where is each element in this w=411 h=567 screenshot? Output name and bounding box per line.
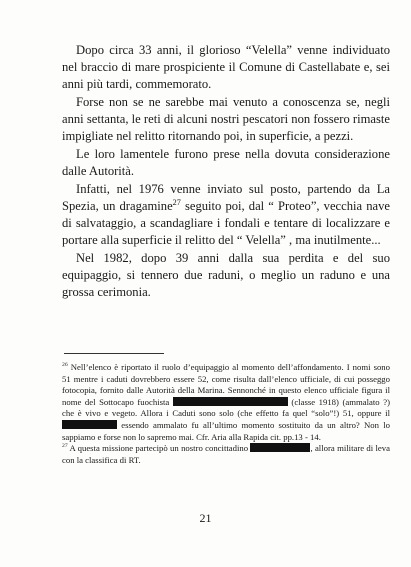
paragraph-4-text-a: Infatti, nel 1976 venne inviato sul posto, partendo da La Spezia, un dragamine: [62, 182, 390, 213]
footnote-ref-27: 27: [172, 197, 181, 207]
paragraph-4: [62, 181, 390, 249]
redaction-bar: [250, 443, 310, 452]
redaction-bar: [173, 397, 288, 406]
paragraph-5: Nel 1982, dopo 39 anni dalla sua perdita e del suo equipaggio, si tennero due raduni, o meglio un raduno e una grossa cerimonia.: [62, 251, 390, 299]
paragraph-3: Le loro lamentele furono prese nella dovuta considerazione dalle Autorità.: [62, 147, 390, 178]
paragraph-1: Dopo circa 33 anni, il glorioso “Velella” venne individuato nel braccio di mare prospiciente il Comune di Castellabate e, sei anni più tardi, commemorato.: [62, 43, 390, 91]
footnote-26-text-c: essendo ammalato fu all’ultimo momento sostituito da un altro? Non lo sappiamo e forse non lo sapremo mai. Cfr. Aria alla Rapida cit. pp.13 - 14.: [62, 419, 390, 442]
paragraph-2: Forse non se ne sarebbe mai venuto a conoscenza se, negli anni settanta, le reti di alcuni nostri pescatori non fossero rimaste impigliate nel relitto ritornando poi, in superficie, a pezzi.: [62, 95, 390, 143]
redaction-bar: [62, 420, 117, 429]
page-number: 21: [199, 511, 212, 525]
main-text: [62, 42, 390, 301]
footnote-26-mark: 26: [62, 362, 68, 369]
footnote-27-text-a: A questa missione partecipò un nostro concittadino: [67, 443, 251, 454]
footnote-26: [62, 362, 390, 443]
footnote-27-text-b: , allora militare di leva con la classifica di RT.: [62, 443, 390, 465]
paragraph-4-text-b: seguito poi, dal “ Proteo”, vecchia nave di salvataggio, a scandagliare i fondali e tentare di localizzare e portare alla superficie il relitto del “ Velella” , ma inutilmente...: [62, 199, 390, 247]
footnote-27: [62, 443, 390, 466]
footnotes: [62, 362, 390, 466]
footnote-separator: [64, 353, 164, 354]
footnote-26-text-a: Nell’elenco è riportato il ruolo d’equipaggio al momento dell’affondamento. I nomi sono 51 mentre i caduti dovrebbero essere 52, come risulta dall’elenco ufficiale, di cui posseggo fotocopia, fornito dalle Autorità della Marina. Sennonché in questo elenco ufficiale figura il nome del Sottocapo fuochista: [62, 362, 390, 407]
footnote-27-mark: 27: [62, 443, 68, 450]
footnote-26-text-b: (classe 1918) (ammalato ?) che è vivo e vegeto. Allora i Caduti sono solo (che effetto fa quel “solo”!) 51, oppure il: [62, 396, 390, 419]
